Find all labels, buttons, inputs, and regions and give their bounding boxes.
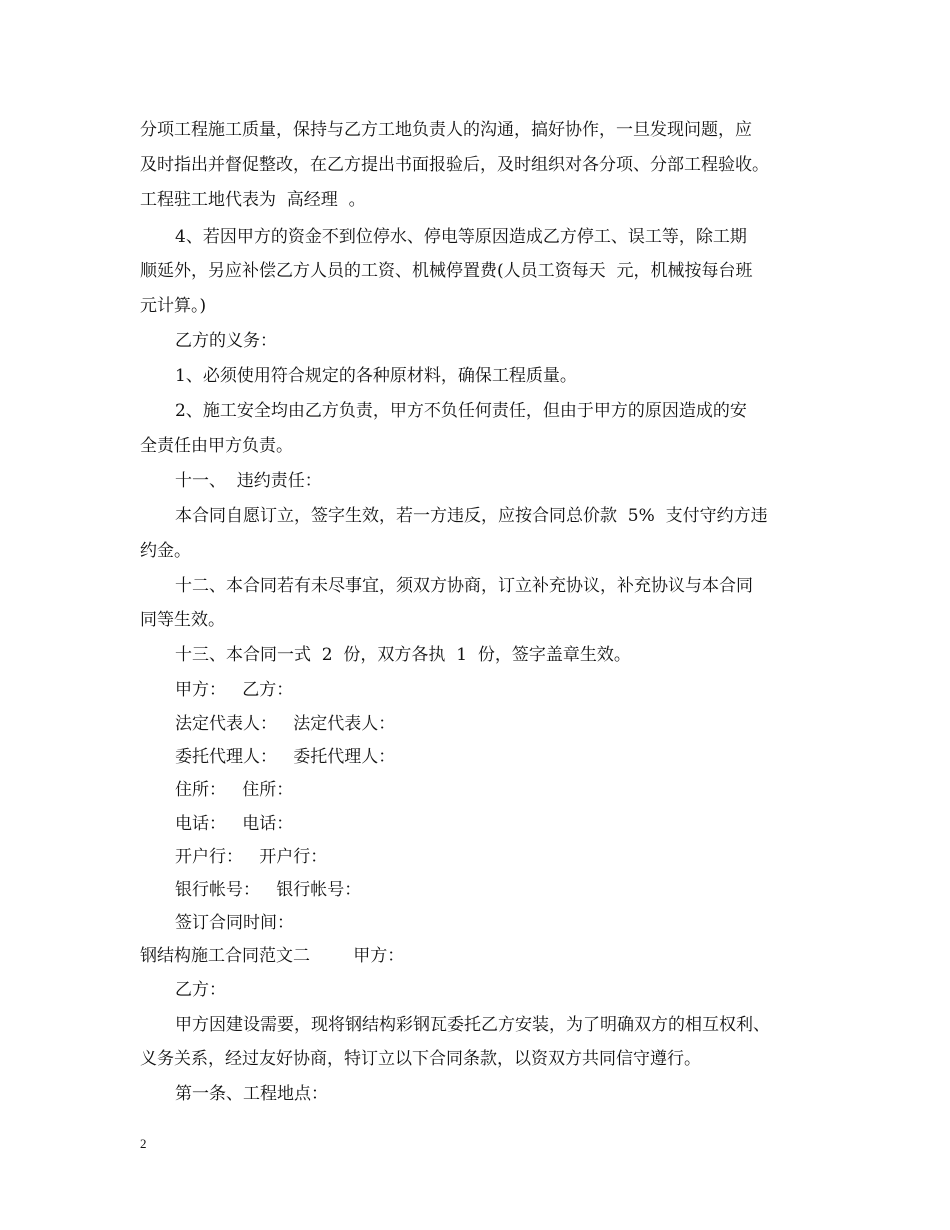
section-heading: 乙方的义务： — [175, 331, 277, 351]
body-text-line: 分项工程施工质量，保持与乙方工地负责人的沟通，搞好协作，一旦发现问题，应 — [140, 120, 752, 140]
section-heading: 十一、 违约责任： — [175, 471, 322, 491]
body-text-line: 乙方： — [175, 980, 226, 1000]
body-text-line: 甲方因建设需要，现将钢结构彩钢瓦委托乙方安装，为了明确双方的相互权利、 — [175, 1015, 770, 1035]
signature-field-line: 开户行： 开户行： — [175, 847, 328, 867]
body-text-line: 2、施工安全均由乙方负责，甲方不负任何责任，但由于甲方的原因造成的安 — [175, 401, 747, 421]
body-text-line: 元计算。) — [140, 296, 207, 316]
signature-field-line: 电话： 电话： — [175, 814, 294, 834]
signature-field-line: 银行帐号： 银行帐号： — [175, 880, 362, 900]
body-text-line: 全责任由甲方负责。 — [140, 436, 293, 456]
page-number: 2 — [140, 1136, 147, 1151]
signature-field-line: 甲方： 乙方： — [175, 680, 294, 700]
body-text-line: 工程驻工地代表为 高经理 。 — [140, 190, 366, 210]
signature-field-line: 签订合同时间： — [175, 913, 294, 933]
body-text-line: 本合同自愿订立，签字生效，若一方违反，应按合同总价款 5% 支付守约方违 — [175, 506, 768, 526]
body-text-line: 十三、本合同一式 2 份，双方各执 1 份，签字盖章生效。 — [175, 645, 631, 665]
signature-field-line: 委托代理人： 委托代理人： — [175, 747, 396, 767]
section-heading: 第一条、工程地点： — [175, 1084, 328, 1104]
body-text-line: 及时指出并督促整改，在乙方提出书面报验后，及时组织对各分项、分部工程验收。 — [140, 155, 769, 175]
body-text-line: 十二、本合同若有未尽事宜，须双方协商，订立补充协议，补充协议与本合同 — [175, 576, 753, 596]
body-text-line: 顺延外，另应补偿乙方人员的工资、机械停置费(人员工资每天 元，机械按每台班 — [140, 261, 753, 281]
body-text-line: 4、若因甲方的资金不到位停水、停电等原因造成乙方停工、误工等，除工期 — [175, 227, 747, 247]
body-text-line: 同等生效。 — [140, 610, 225, 630]
signature-field-line: 法定代表人： 法定代表人： — [175, 714, 396, 734]
document-title-line: 钢结构施工合同范文二 甲方： — [140, 946, 405, 966]
body-text-line: 义务关系，经过友好协商，特订立以下合同条款，以资双方共同信守遵行。 — [140, 1049, 701, 1069]
body-text-line: 1、必须使用符合规定的各种原材料，确保工程质量。 — [175, 366, 577, 386]
signature-field-line: 住所： 住所： — [175, 780, 294, 800]
body-text-line: 约金。 — [140, 541, 191, 561]
